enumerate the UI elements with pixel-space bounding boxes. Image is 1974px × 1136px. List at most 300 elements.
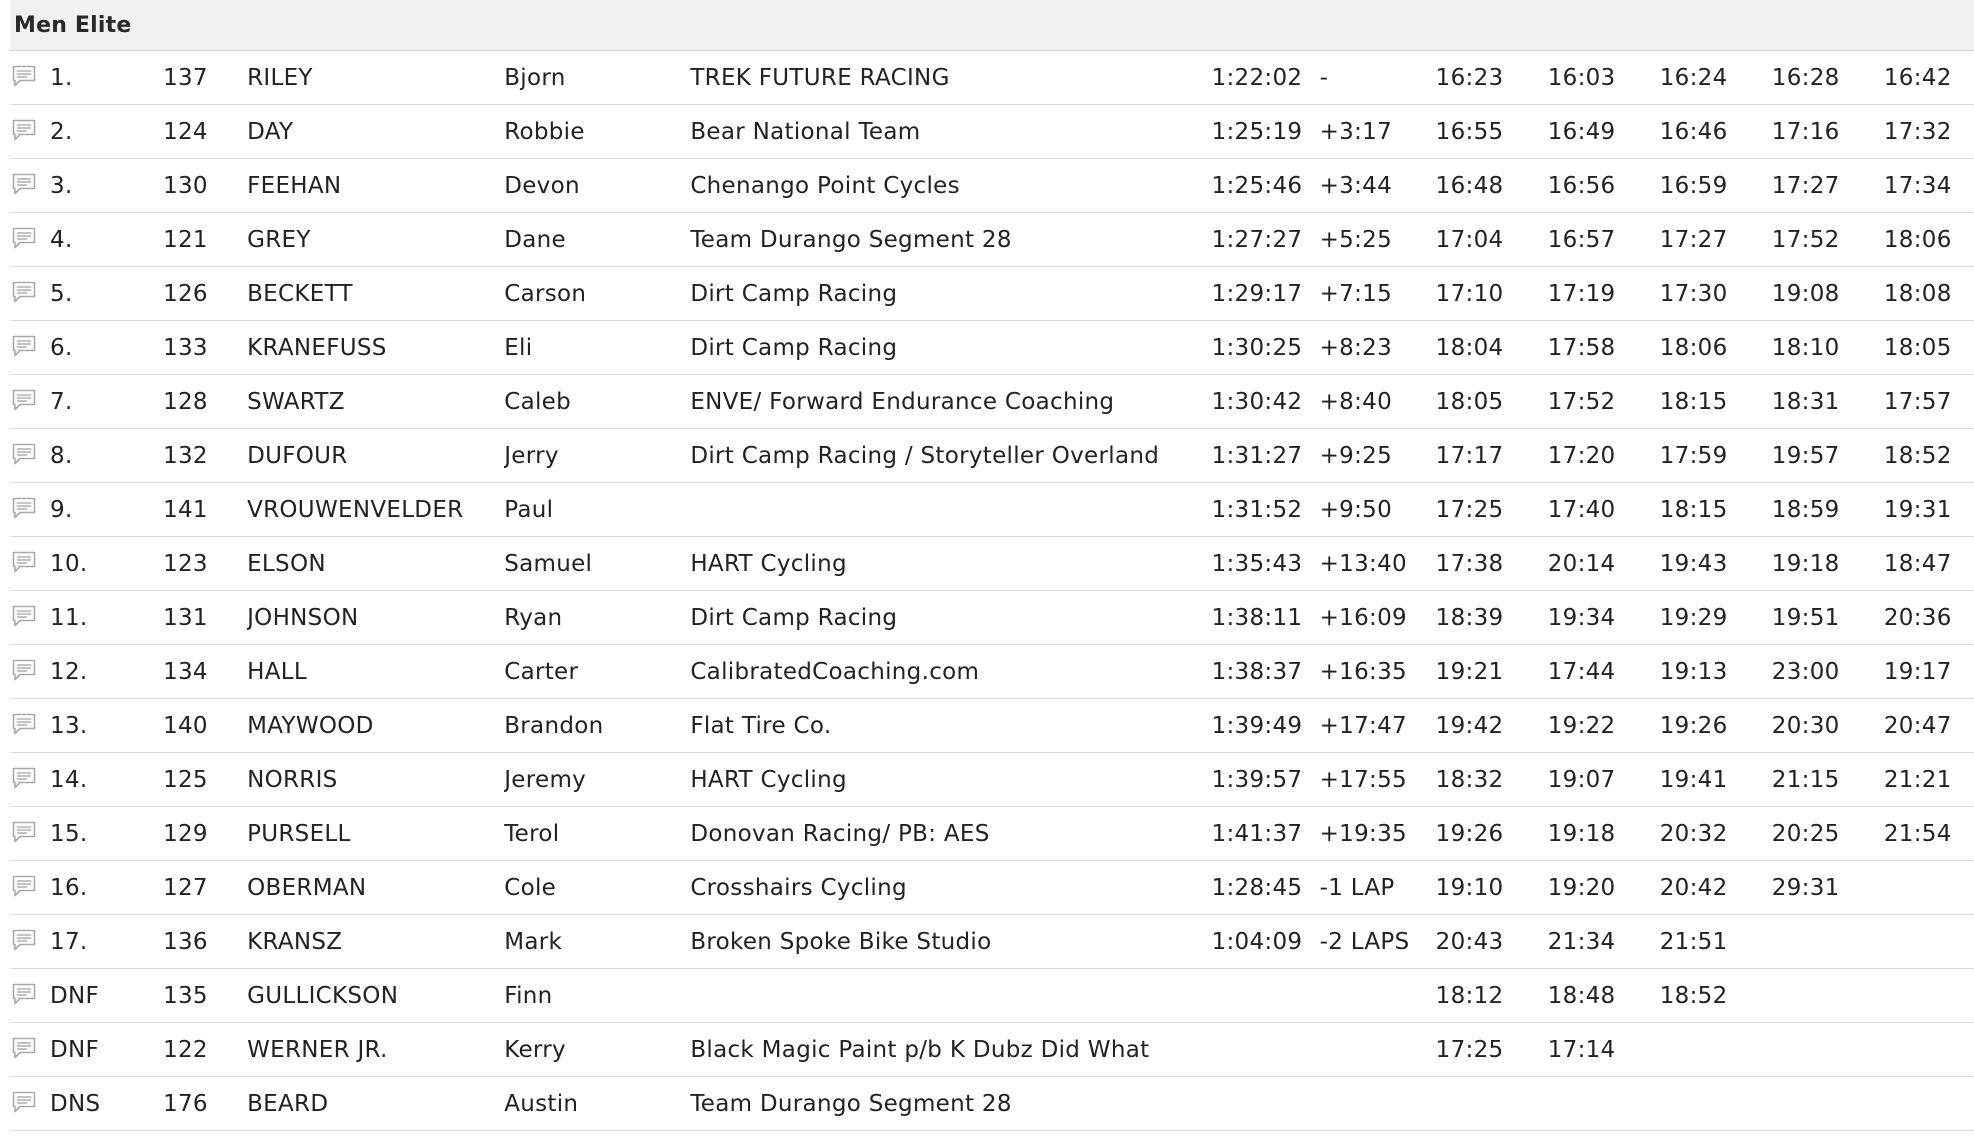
lap-5-time: 18:47: [1884, 537, 1974, 591]
last-name: GREY: [247, 213, 504, 267]
position: DNS: [50, 1077, 163, 1131]
last-name: PURSELL: [247, 807, 504, 861]
position: 1.: [50, 51, 163, 105]
lap-1-time: 17:04: [1436, 213, 1548, 267]
bib-number: 134: [163, 645, 247, 699]
time-gap: +16:35: [1320, 645, 1436, 699]
last-name: JOHNSON: [247, 591, 504, 645]
total-time: 1:04:09: [1212, 915, 1320, 969]
bib-number: 137: [163, 51, 247, 105]
bib-number: 176: [163, 1077, 247, 1131]
lap-3-time: 17:59: [1660, 429, 1772, 483]
team-name: ENVE/ Forward Endurance Coaching: [690, 375, 1211, 429]
lap-2-time: 17:19: [1548, 267, 1660, 321]
first-name: Dane: [504, 213, 690, 267]
last-name: HALL: [247, 645, 504, 699]
comment-icon[interactable]: [10, 710, 38, 738]
comment-icon[interactable]: [10, 494, 38, 522]
total-time: 1:28:45: [1212, 861, 1320, 915]
position: 10.: [50, 537, 163, 591]
last-name: VROUWENVELDER: [247, 483, 504, 537]
lap-5-time: 18:08: [1884, 267, 1974, 321]
bib-number: 130: [163, 159, 247, 213]
result-row: [10, 321, 1974, 375]
first-name: Jeremy: [504, 753, 690, 807]
comment-icon[interactable]: [10, 62, 38, 90]
lap-3-time: 19:13: [1660, 645, 1772, 699]
lap-1-time: [1436, 1077, 1548, 1131]
team-name: Broken Spoke Bike Studio: [690, 915, 1211, 969]
last-name: ELSON: [247, 537, 504, 591]
comment-icon[interactable]: [10, 656, 38, 684]
time-gap: +17:47: [1320, 699, 1436, 753]
lap-3-time: 16:59: [1660, 159, 1772, 213]
lap-1-time: 20:43: [1436, 915, 1548, 969]
total-time: [1212, 1023, 1320, 1077]
first-name: Mark: [504, 915, 690, 969]
time-gap: -2 LAPS: [1320, 915, 1436, 969]
result-row: [10, 753, 1974, 807]
team-name: Dirt Camp Racing: [690, 591, 1211, 645]
total-time: 1:27:27: [1212, 213, 1320, 267]
lap-4-time: 19:57: [1772, 429, 1884, 483]
team-name: Dirt Camp Racing: [690, 267, 1211, 321]
lap-3-time: 20:42: [1660, 861, 1772, 915]
lap-5-time: [1884, 861, 1974, 915]
lap-1-time: 16:23: [1436, 51, 1548, 105]
lap-2-time: 21:34: [1548, 915, 1660, 969]
lap-4-time: 19:08: [1772, 267, 1884, 321]
comment-icon[interactable]: [10, 602, 38, 630]
bib-number: 135: [163, 969, 247, 1023]
team-name: [690, 969, 1211, 1023]
lap-5-time: [1884, 969, 1974, 1023]
comment-cell[interactable]: [10, 915, 50, 969]
result-row: [10, 645, 1974, 699]
bib-number: 123: [163, 537, 247, 591]
comment-cell[interactable]: [10, 591, 50, 645]
lap-5-time: 18:52: [1884, 429, 1974, 483]
position: 5.: [50, 267, 163, 321]
total-time: 1:38:11: [1212, 591, 1320, 645]
team-name: HART Cycling: [690, 753, 1211, 807]
first-name: Carter: [504, 645, 690, 699]
lap-4-time: [1772, 969, 1884, 1023]
team-name: [690, 483, 1211, 537]
last-name: DAY: [247, 105, 504, 159]
first-name: Carson: [504, 267, 690, 321]
lap-4-time: 18:10: [1772, 321, 1884, 375]
bib-number: 133: [163, 321, 247, 375]
first-name: Paul: [504, 483, 690, 537]
team-name: Team Durango Segment 28: [690, 213, 1211, 267]
category-title: Men Elite: [14, 12, 132, 38]
lap-5-time: 18:06: [1884, 213, 1974, 267]
total-time: 1:30:25: [1212, 321, 1320, 375]
comment-icon[interactable]: [10, 764, 38, 792]
time-gap: +16:09: [1320, 591, 1436, 645]
first-name: Austin: [504, 1077, 690, 1131]
result-row: [10, 213, 1974, 267]
time-gap: +8:23: [1320, 321, 1436, 375]
position: 2.: [50, 105, 163, 159]
total-time: 1:25:46: [1212, 159, 1320, 213]
comment-icon[interactable]: [10, 926, 38, 954]
comment-cell[interactable]: [10, 213, 50, 267]
last-name: SWARTZ: [247, 375, 504, 429]
comment-icon[interactable]: [10, 872, 38, 900]
first-name: Brandon: [504, 699, 690, 753]
lap-5-time: 19:17: [1884, 645, 1974, 699]
lap-4-time: 17:16: [1772, 105, 1884, 159]
bib-number: 127: [163, 861, 247, 915]
first-name: Terol: [504, 807, 690, 861]
time-gap: -1 LAP: [1320, 861, 1436, 915]
lap-1-time: 19:42: [1436, 699, 1548, 753]
lap-5-time: [1884, 1077, 1974, 1131]
bib-number: 129: [163, 807, 247, 861]
lap-5-time: 17:34: [1884, 159, 1974, 213]
bib-number: 121: [163, 213, 247, 267]
bib-number: 126: [163, 267, 247, 321]
result-row: [10, 807, 1974, 861]
lap-4-time: 17:52: [1772, 213, 1884, 267]
time-gap: +5:25: [1320, 213, 1436, 267]
bib-number: 128: [163, 375, 247, 429]
result-row: [10, 969, 1974, 1023]
lap-1-time: 17:25: [1436, 483, 1548, 537]
lap-2-time: 20:14: [1548, 537, 1660, 591]
result-row: [10, 483, 1974, 537]
result-row: [10, 159, 1974, 213]
result-row: [10, 699, 1974, 753]
lap-1-time: 16:48: [1436, 159, 1548, 213]
time-gap: [1320, 1077, 1436, 1131]
first-name: Caleb: [504, 375, 690, 429]
bib-number: 131: [163, 591, 247, 645]
first-name: Ryan: [504, 591, 690, 645]
lap-1-time: 17:38: [1436, 537, 1548, 591]
first-name: Samuel: [504, 537, 690, 591]
comment-icon[interactable]: [10, 1088, 38, 1116]
lap-3-time: 16:24: [1660, 51, 1772, 105]
lap-2-time: 19:34: [1548, 591, 1660, 645]
position: 13.: [50, 699, 163, 753]
last-name: WERNER JR.: [247, 1023, 504, 1077]
lap-3-time: 21:51: [1660, 915, 1772, 969]
comment-icon[interactable]: [10, 170, 38, 198]
lap-5-time: 17:32: [1884, 105, 1974, 159]
result-row: [10, 1023, 1974, 1077]
comment-icon[interactable]: [10, 818, 38, 846]
comment-cell[interactable]: [10, 537, 50, 591]
last-name: BEARD: [247, 1077, 504, 1131]
last-name: FEEHAN: [247, 159, 504, 213]
position: DNF: [50, 969, 163, 1023]
total-time: 1:38:37: [1212, 645, 1320, 699]
result-row: [10, 1077, 1974, 1131]
comment-cell[interactable]: [10, 321, 50, 375]
time-gap: +3:44: [1320, 159, 1436, 213]
position: 11.: [50, 591, 163, 645]
lap-3-time: 17:27: [1660, 213, 1772, 267]
lap-1-time: 17:25: [1436, 1023, 1548, 1077]
comment-icon[interactable]: [10, 980, 38, 1008]
last-name: KRANSZ: [247, 915, 504, 969]
time-gap: -: [1320, 51, 1436, 105]
comment-icon[interactable]: [10, 224, 38, 252]
lap-3-time: 19:43: [1660, 537, 1772, 591]
comment-icon[interactable]: [10, 278, 38, 306]
lap-4-time: [1772, 1077, 1884, 1131]
lap-4-time: 18:31: [1772, 375, 1884, 429]
result-row: [10, 429, 1974, 483]
comment-cell[interactable]: [10, 267, 50, 321]
first-name: Jerry: [504, 429, 690, 483]
total-time: 1:30:42: [1212, 375, 1320, 429]
team-name: Chenango Point Cycles: [690, 159, 1211, 213]
result-row: [10, 591, 1974, 645]
total-time: 1:31:27: [1212, 429, 1320, 483]
position: 16.: [50, 861, 163, 915]
comment-cell[interactable]: [10, 483, 50, 537]
total-time: 1:29:17: [1212, 267, 1320, 321]
last-name: DUFOUR: [247, 429, 504, 483]
lap-2-time: 17:52: [1548, 375, 1660, 429]
comment-cell[interactable]: [10, 753, 50, 807]
lap-4-time: [1772, 1023, 1884, 1077]
result-row: [10, 915, 1974, 969]
lap-3-time: [1660, 1023, 1772, 1077]
lap-5-time: [1884, 1023, 1974, 1077]
comment-icon[interactable]: [10, 1034, 38, 1062]
position: 4.: [50, 213, 163, 267]
comment-icon[interactable]: [10, 332, 38, 360]
team-name: Black Magic Paint p/b K Dubz Did What: [690, 1023, 1211, 1077]
comment-cell[interactable]: [10, 645, 50, 699]
lap-3-time: 17:30: [1660, 267, 1772, 321]
lap-4-time: 16:28: [1772, 51, 1884, 105]
lap-4-time: 20:30: [1772, 699, 1884, 753]
lap-2-time: 19:20: [1548, 861, 1660, 915]
lap-2-time: 17:40: [1548, 483, 1660, 537]
lap-4-time: [1772, 915, 1884, 969]
team-name: Bear National Team: [690, 105, 1211, 159]
first-name: Kerry: [504, 1023, 690, 1077]
lap-1-time: 18:32: [1436, 753, 1548, 807]
last-name: GULLICKSON: [247, 969, 504, 1023]
result-row: [10, 105, 1974, 159]
time-gap: +19:35: [1320, 807, 1436, 861]
team-name: Donovan Racing/ PB: AES: [690, 807, 1211, 861]
bib-number: 140: [163, 699, 247, 753]
bib-number: 122: [163, 1023, 247, 1077]
first-name: Eli: [504, 321, 690, 375]
lap-2-time: 16:03: [1548, 51, 1660, 105]
lap-1-time: 19:26: [1436, 807, 1548, 861]
lap-1-time: 16:55: [1436, 105, 1548, 159]
lap-3-time: 19:29: [1660, 591, 1772, 645]
time-gap: +9:25: [1320, 429, 1436, 483]
comment-cell[interactable]: [10, 807, 50, 861]
lap-2-time: 16:49: [1548, 105, 1660, 159]
comment-cell[interactable]: [10, 1077, 50, 1131]
bib-number: 141: [163, 483, 247, 537]
total-time: [1212, 969, 1320, 1023]
lap-3-time: 16:46: [1660, 105, 1772, 159]
lap-5-time: 17:57: [1884, 375, 1974, 429]
first-name: Cole: [504, 861, 690, 915]
lap-3-time: 18:15: [1660, 375, 1772, 429]
comment-icon[interactable]: [10, 440, 38, 468]
lap-1-time: 17:17: [1436, 429, 1548, 483]
first-name: Robbie: [504, 105, 690, 159]
time-gap: +3:17: [1320, 105, 1436, 159]
position: 15.: [50, 807, 163, 861]
comment-cell[interactable]: [10, 105, 50, 159]
position: 9.: [50, 483, 163, 537]
lap-5-time: 20:36: [1884, 591, 1974, 645]
lap-5-time: 16:42: [1884, 51, 1974, 105]
first-name: Devon: [504, 159, 690, 213]
bib-number: 124: [163, 105, 247, 159]
lap-5-time: 21:54: [1884, 807, 1974, 861]
lap-2-time: [1548, 1077, 1660, 1131]
bib-number: 125: [163, 753, 247, 807]
results-panel: [10, 0, 1974, 1131]
total-time: 1:25:19: [1212, 105, 1320, 159]
lap-2-time: 19:22: [1548, 699, 1660, 753]
comment-cell[interactable]: [10, 429, 50, 483]
team-name: Dirt Camp Racing / Storyteller Overland: [690, 429, 1211, 483]
position: 3.: [50, 159, 163, 213]
lap-1-time: 18:12: [1436, 969, 1548, 1023]
team-name: CalibratedCoaching.com: [690, 645, 1211, 699]
lap-5-time: 21:21: [1884, 753, 1974, 807]
lap-1-time: 18:05: [1436, 375, 1548, 429]
time-gap: +13:40: [1320, 537, 1436, 591]
lap-2-time: 19:18: [1548, 807, 1660, 861]
comment-cell[interactable]: [10, 1023, 50, 1077]
position: 7.: [50, 375, 163, 429]
last-name: OBERMAN: [247, 861, 504, 915]
position: 8.: [50, 429, 163, 483]
lap-3-time: [1660, 1077, 1772, 1131]
lap-1-time: 17:10: [1436, 267, 1548, 321]
team-name: Team Durango Segment 28: [690, 1077, 1211, 1131]
last-name: KRANEFUSS: [247, 321, 504, 375]
total-time: 1:39:49: [1212, 699, 1320, 753]
lap-5-time: 18:05: [1884, 321, 1974, 375]
lap-2-time: 19:07: [1548, 753, 1660, 807]
comment-cell[interactable]: [10, 159, 50, 213]
lap-3-time: 19:41: [1660, 753, 1772, 807]
position: 17.: [50, 915, 163, 969]
result-row: [10, 375, 1974, 429]
comment-cell[interactable]: [10, 969, 50, 1023]
bib-number: 132: [163, 429, 247, 483]
lap-2-time: 17:14: [1548, 1023, 1660, 1077]
lap-4-time: 20:25: [1772, 807, 1884, 861]
time-gap: +17:55: [1320, 753, 1436, 807]
lap-4-time: 21:15: [1772, 753, 1884, 807]
lap-3-time: 18:06: [1660, 321, 1772, 375]
last-name: NORRIS: [247, 753, 504, 807]
comment-icon[interactable]: [10, 116, 38, 144]
lap-2-time: 18:48: [1548, 969, 1660, 1023]
time-gap: [1320, 1023, 1436, 1077]
time-gap: +8:40: [1320, 375, 1436, 429]
time-gap: [1320, 969, 1436, 1023]
comment-cell[interactable]: [10, 51, 50, 105]
bib-number: 136: [163, 915, 247, 969]
comment-icon[interactable]: [10, 386, 38, 414]
lap-4-time: 19:51: [1772, 591, 1884, 645]
lap-4-time: 18:59: [1772, 483, 1884, 537]
comment-cell[interactable]: [10, 861, 50, 915]
lap-2-time: 17:58: [1548, 321, 1660, 375]
lap-1-time: 19:10: [1436, 861, 1548, 915]
comment-cell[interactable]: [10, 699, 50, 753]
last-name: BECKETT: [247, 267, 504, 321]
lap-3-time: 20:32: [1660, 807, 1772, 861]
comment-cell[interactable]: [10, 375, 50, 429]
lap-3-time: 19:26: [1660, 699, 1772, 753]
comment-icon[interactable]: [10, 548, 38, 576]
lap-3-time: 18:52: [1660, 969, 1772, 1023]
results-table: [10, 51, 1974, 1131]
time-gap: +7:15: [1320, 267, 1436, 321]
team-name: TREK FUTURE RACING: [690, 51, 1211, 105]
team-name: Crosshairs Cycling: [690, 861, 1211, 915]
lap-1-time: 18:04: [1436, 321, 1548, 375]
lap-5-time: [1884, 915, 1974, 969]
lap-1-time: 19:21: [1436, 645, 1548, 699]
time-gap: +9:50: [1320, 483, 1436, 537]
position: DNF: [50, 1023, 163, 1077]
lap-2-time: 16:57: [1548, 213, 1660, 267]
result-row: [10, 861, 1974, 915]
lap-2-time: 17:44: [1548, 645, 1660, 699]
lap-5-time: 19:31: [1884, 483, 1974, 537]
lap-3-time: 18:15: [1660, 483, 1772, 537]
total-time: 1:41:37: [1212, 807, 1320, 861]
lap-4-time: 17:27: [1772, 159, 1884, 213]
team-name: HART Cycling: [690, 537, 1211, 591]
total-time: 1:39:57: [1212, 753, 1320, 807]
team-name: Dirt Camp Racing: [690, 321, 1211, 375]
lap-4-time: 23:00: [1772, 645, 1884, 699]
lap-1-time: 18:39: [1436, 591, 1548, 645]
first-name: Bjorn: [504, 51, 690, 105]
lap-4-time: 19:18: [1772, 537, 1884, 591]
total-time: [1212, 1077, 1320, 1131]
result-row: [10, 267, 1974, 321]
total-time: 1:31:52: [1212, 483, 1320, 537]
result-row: [10, 537, 1974, 591]
lap-5-time: 20:47: [1884, 699, 1974, 753]
team-name: Flat Tire Co.: [690, 699, 1211, 753]
lap-4-time: 29:31: [1772, 861, 1884, 915]
lap-2-time: 16:56: [1548, 159, 1660, 213]
position: 6.: [50, 321, 163, 375]
lap-2-time: 17:20: [1548, 429, 1660, 483]
total-time: 1:35:43: [1212, 537, 1320, 591]
total-time: 1:22:02: [1212, 51, 1320, 105]
last-name: MAYWOOD: [247, 699, 504, 753]
position: 14.: [50, 753, 163, 807]
result-row: [10, 51, 1974, 105]
